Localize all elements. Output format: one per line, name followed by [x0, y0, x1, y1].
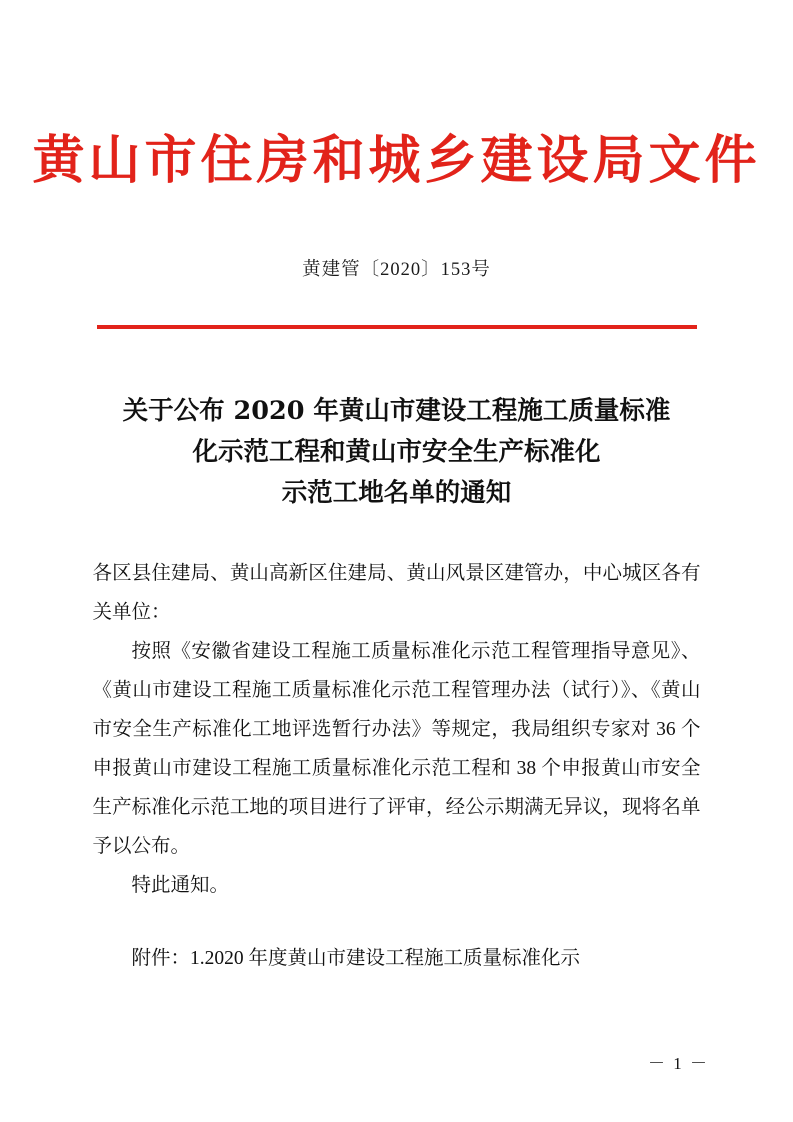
page-number: － 1 － [648, 1054, 709, 1073]
document-body [93, 554, 701, 905]
red-divider-rule [97, 325, 697, 329]
body-paragraph-salutation: 各区县住建局、黄山高新区住建局、黄山风景区建管办，中心城区各有关单位： [92, 563, 701, 624]
body-paragraph-main: 按照《安徽省建设工程施工质量标准化示范工程管理指导意见》、《黄山市建设工程施工质量标准化示范工程管理办法（试行）》、《黄山市安全生产标准化工地评选暂行办法》等规定，我局组织专家对 36 个申报黄山市建设工程施工质量标准化示范工程和 38 个申报黄山市安全生产标准化示范工地的项目进行了评审，经公示期满无异议，现将名单予以公布。 [92, 641, 701, 858]
body-paragraph-closing: 特此通知。 [131, 875, 230, 897]
attachment-line: 附件：1.2020 年度黄山市建设工程施工质量标准化示 [131, 948, 581, 970]
page-title-line-1: 关于公布 2020 年黄山市建设工程施工质量标准 [122, 395, 671, 426]
document-header-title: 黄山市住房和城乡建设局文件 [32, 130, 761, 191]
page-title-line-3: 示范工地名单的通知 [281, 478, 512, 509]
document-number: 黄建管〔2020〕153号 [302, 260, 491, 280]
page-title [0, 391, 793, 515]
page-title-line-2: 化示范工程和黄山市安全生产标准化 [192, 436, 601, 467]
